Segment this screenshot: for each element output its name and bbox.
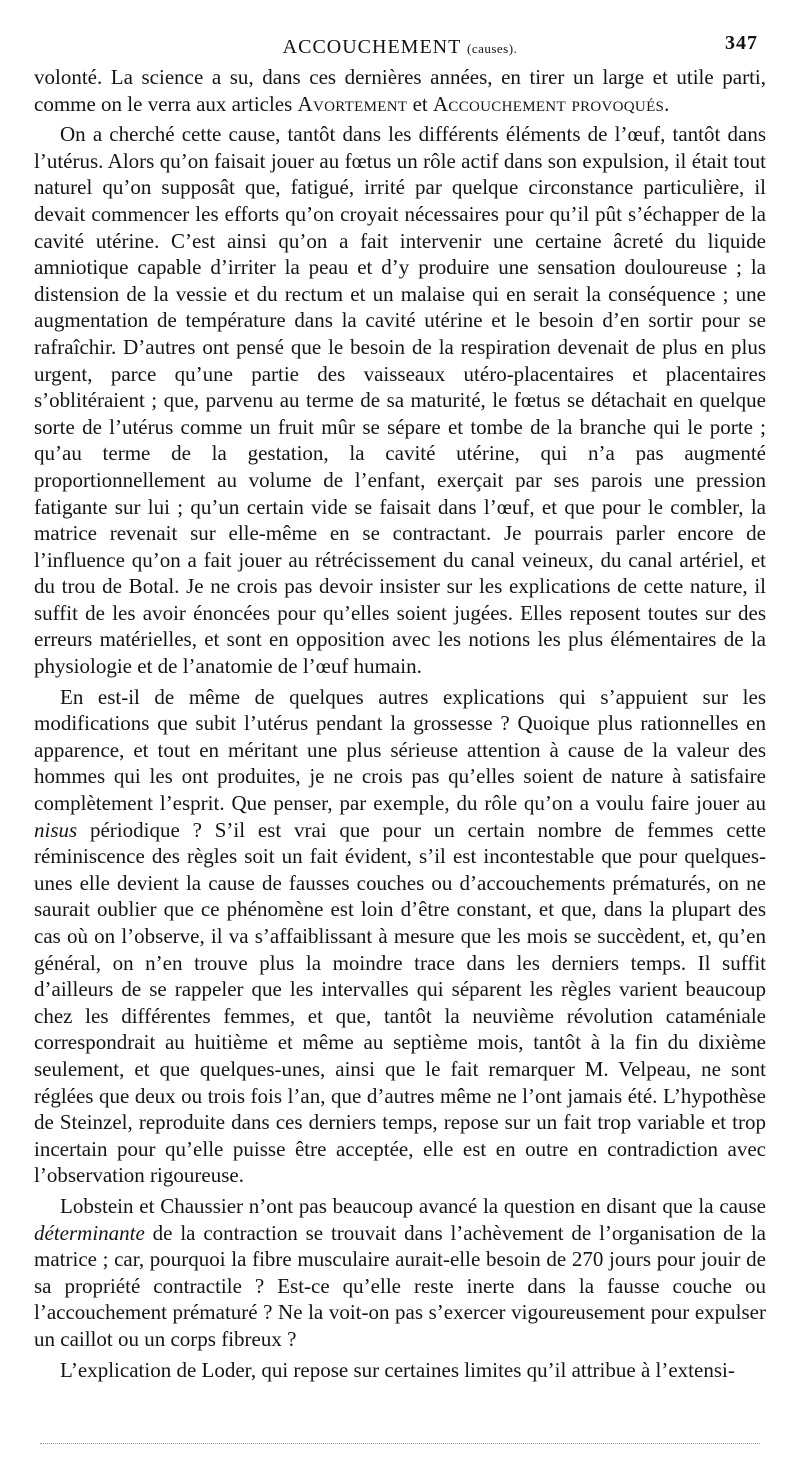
text-run: On a cherché cette cause, tantôt dans les différents éléments de l’œuf, tantôt dans l’utérus. Alors qu’on faisait jouer au fœtus un rôle actif dans son expulsion, il était tout naturel qu’on supposât que, fatigué, irrité par quelque circonstance particulière, il devait commencer les efforts qu’on croyait nécessaires pour qu’il pût s’échapper de la cavité utérine. C’est ainsi qu’on a fait intervenir une certaine âcreté du liquide amniotique capable d’irriter la peau et d’y produire une sensation douloureuse ; la distension de la vessie et du rectum et un malaise qui en serait la conséquence ; une augmentation de température dans la cavité utérine et le besoin d’en sortir pour se rafraîchir. D’autres ont pensé que le besoin de la respiration devenait de plus en plus urgent, parce qu’une partie des vaisseaux utéro-placentaires et placentaires s’oblitéraient ; que, parvenu au terme de sa maturité, le fœtus se détachait en quelque sorte de l’utérus comme un fruit mûr se sépare et tombe de la branche qui le porte ; qu’au terme de la gestation, la cavité utérine, qui n’a pas augmenté proportionnellement au volume de l’enfant, exerçait par ses parois une pression fatigante sur lui ; qu’un certain vide se faisait dans l’œuf, et que pour le combler, la matrice revenait sur elle-même en se contractant. Je pourrais parler encore de l’influence qu’on a fait jouer au rétrécissement du canal veineux, du canal artériel, et du trou de Botal. Je ne crois pas devoir insister sur les explications de cette nature, il suffit de les avoir énoncées pour qu’elles soient jugées. Elles reposent toutes sur des erreurs matérielles, et sont en opposition avec les notions les plus élémentaires de la physiologie et de l’anatomie de l’œuf humain.: [34, 122, 766, 679]
paragraph: [34, 64, 766, 117]
text-run: volonté. La science a su, dans ces dernières années, en tirer un large et utile parti, comme on le verra aux articles: [34, 65, 766, 116]
paragraph: [34, 684, 766, 1189]
bottom-rule: [40, 1443, 760, 1444]
text-run: Lobstein et Chaussier n’ont pas beaucoup avancé la question en disant que la cause: [60, 1193, 766, 1218]
page-number: 347: [725, 32, 758, 54]
running-title: [34, 36, 766, 59]
text-run: périodique ? S’il est vrai que pour un certain nombre de femmes cette réminiscence des règles soit un fait évident, s’il est incontestable que pour quelques-unes elle devient la cause de fausses couches ou d’accouchements prématurés, on ne saurait oublier que ce phénomène est loin d’être constant, et que, dans la plupart des cas où on l’observe, il va s’affaiblissant à mesure que les mois se succèdent, et, qu’en général, on n’en trouve plus la moindre trace dans les derniers temps. Il suffit d’ailleurs de se rappeler que les intervalles qui séparent les règles varient beaucoup chez les différentes femmes, et que, tantôt la neuvième révolution cataméniale correspondrait au huitième et même au septième mois, tantôt à la fin du dixième seulement, et que quelques-unes, ainsi que le fait remarquer M. Velpeau, ne sont réglées que deux ou trois fois l’an, que d’autres même ne l’ont jamais été. L’hypothèse de Steinzel, reproduite dans ces derniers temps, repose sur un fait trop variable et trop incertain pour qu’elle puisse être acceptée, elle est en outre en contradiction avec l’observation rigoureuse.: [34, 817, 766, 1188]
text-run: L’explication de Loder, qui repose sur certaines limites qu’il attribue à l’extensi-: [60, 1357, 735, 1382]
text-run: En est-il de même de quelques autres explications qui s’appuient sur les modifications que subit l’utérus pendant la grossesse ? Quoique plus rationnelles en apparence, et tout en méritant une plus sérieuse attention à cause de la valeur des hommes qui les ont produites, je ne crois pas qu’elles soient de nature à satisfaire complètement l’esprit. Que penser, par exemple, du rôle qu’on a voulu faire jouer au: [34, 684, 766, 816]
text-run: de la contraction se trouvait dans l’achèvement de l’organisation de la matrice ; car, pourquoi la fibre musculaire aurait-elle besoin de 270 jours pour jouir de sa propriété contractile ? Est-ce qu’elle reste inerte dans la fausse couche ou l’accouchement prématuré ? Ne la voit-on pas s’exercer vigoureusement pour expulser un caillot ou un corps fibreux ?: [34, 1220, 766, 1351]
running-head: [34, 30, 766, 64]
running-title-main: ACCOUCHEMENT: [282, 36, 461, 58]
paragraph: [34, 1193, 766, 1353]
running-title-subtitle: (causes).: [466, 41, 518, 56]
text-run: .: [664, 91, 670, 116]
small-caps-reference: Accouchement provoqués: [432, 91, 665, 116]
paragraph: [34, 121, 766, 679]
italic-term: déterminante: [34, 1220, 145, 1245]
italic-term: nisus: [34, 817, 78, 842]
body-text: [34, 64, 766, 1383]
text-run: et: [407, 91, 433, 116]
paragraph: [34, 1357, 766, 1384]
small-caps-reference: Avortement: [297, 91, 408, 116]
